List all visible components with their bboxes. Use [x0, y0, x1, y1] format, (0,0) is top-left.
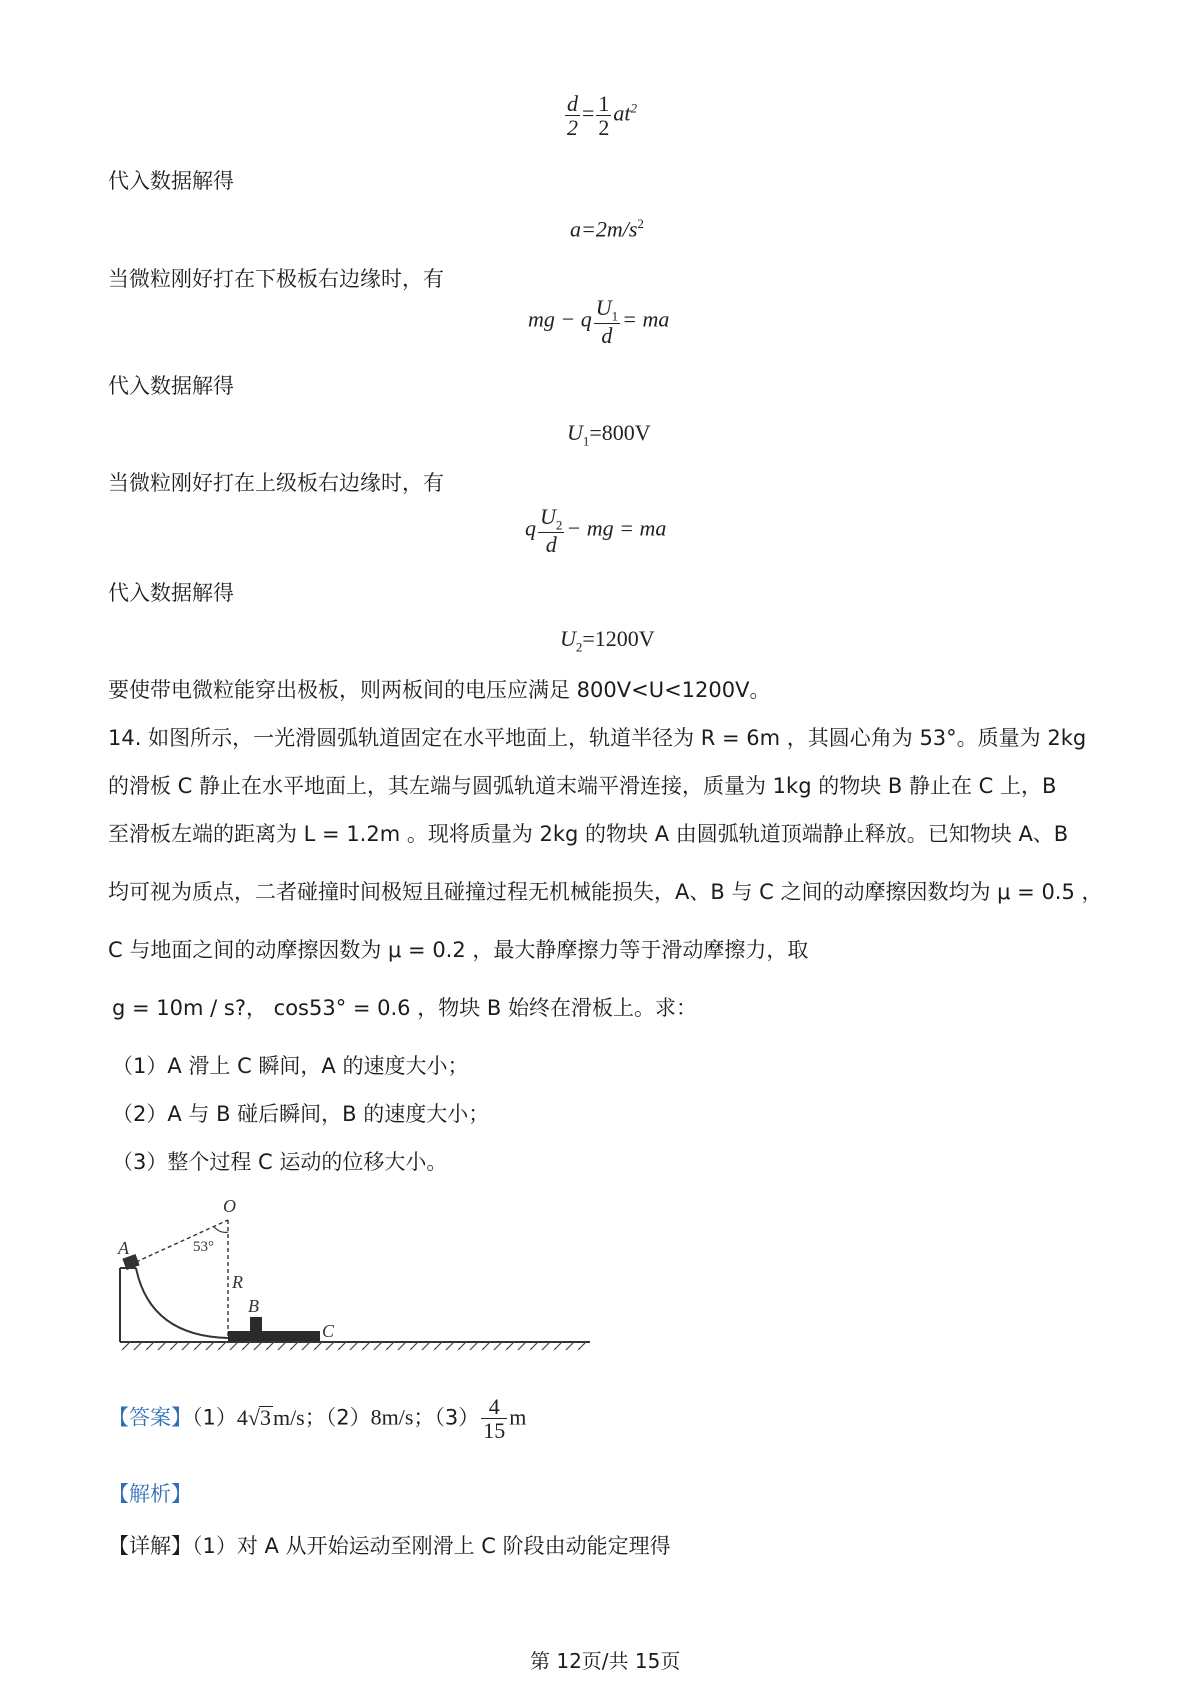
eq1-num: d [567, 91, 578, 116]
answer-tag: 【答案】 [108, 1405, 192, 1430]
result-u1-post: =800V [589, 420, 651, 445]
eq3-num: U [540, 504, 556, 529]
equation-kinematics [563, 92, 637, 139]
result-u2-post: =1200V [582, 626, 655, 651]
equation-lower-plate [528, 296, 669, 347]
result-u2-sub: 2 [575, 639, 583, 655]
eq1-den-right: 2 [598, 115, 610, 141]
eq2-pre: mg − q [528, 306, 592, 332]
answer-v2: 8m/s [370, 1404, 414, 1430]
equation-upper-plate [525, 505, 666, 556]
label-angle: 53° [193, 1239, 214, 1255]
result-a-sup: 2 [637, 216, 644, 231]
answer-line: 【答案】（1）4√3m/s；（2）8m/s；（3） $\frac{4}{15}$ m [108, 1394, 527, 1444]
answer-v3-unit: m [509, 1404, 527, 1430]
answer-sep1: ；（2） [304, 1405, 371, 1430]
text-upper-edge: 当微粒刚好打在上级板右边缘时，有 [108, 471, 444, 495]
text-lower-edge: 当微粒刚好打在下极板右边缘时，有 [108, 267, 444, 291]
physics-figure [110, 1190, 600, 1370]
answer-v1-coef: 4 [236, 1404, 248, 1430]
answer-v3-den: 15 [483, 1418, 506, 1444]
result-u1-pre: U [567, 420, 583, 445]
board-c [228, 1331, 320, 1341]
text-conclusion: 要使带电微粒能穿出极板，则两板间的电压应满足 800V<U<1200V。 [108, 678, 771, 702]
problem-line-6: g = 10m / s?， cos53° = 0.6 ，物块 B 始终在滑板上。求： [112, 996, 697, 1020]
eq2-num-sub: 1 [611, 308, 619, 324]
label-a: A [118, 1238, 129, 1258]
label-o: O [223, 1196, 236, 1216]
eq3-den: d [545, 532, 557, 558]
result-acceleration [570, 216, 644, 242]
page-footer: 第 12页/共 15页 [530, 1649, 681, 1673]
ground-hatch [122, 1342, 586, 1350]
result-u1 [567, 420, 651, 449]
eq1-sup: 2 [630, 100, 638, 116]
answer-v1-unit: m/s [272, 1404, 305, 1430]
label-b: B [248, 1296, 259, 1316]
result-u2 [560, 626, 655, 655]
eq1-den: 2 [567, 115, 578, 141]
eq2-num: U [595, 295, 612, 320]
eq1-tail: at [613, 100, 631, 126]
detail-line [108, 1530, 671, 1560]
problem-line-3: 至滑板左端的距离为 L = 1.2m 。现将质量为 2kg 的物块 A 由圆弧轨道顶端静止释放。已知物块 A、B [108, 822, 1069, 846]
radius-oa [136, 1220, 228, 1262]
question-2: （2）A 与 B 碰后瞬间，B 的速度大小； [112, 1102, 490, 1126]
eq2-post: = ma [622, 306, 670, 332]
eq3-post: − mg = ma [566, 515, 667, 541]
eq1-equals: = [582, 100, 595, 126]
detail-tag: 【详解】 [108, 1534, 192, 1558]
eq2-den: d [601, 323, 613, 349]
label-r: R [232, 1272, 243, 1292]
eq1-num-right: 1 [598, 91, 610, 116]
answer-v3-num: 4 [481, 1395, 507, 1419]
problem-line-1: 14. 如图所示，一光滑圆弧轨道固定在水平地面上，轨道半径为 R = 6m ，其圆心角为 53°。质量为 2kg [108, 726, 1087, 750]
eq3-num-sub: 2 [555, 517, 563, 533]
result-a: a=2m/s [570, 216, 638, 242]
circular-arc-track [136, 1268, 228, 1338]
detail-text: （1）对 A 从开始运动至刚滑上 C 阶段由动能定理得 [192, 1534, 671, 1558]
problem-line-5: C 与地面之间的动摩擦因数为 μ = 0.2 ，最大静摩擦力等于滑动摩擦力，取 [108, 938, 809, 962]
label-c: C [322, 1321, 335, 1341]
block-b [250, 1317, 262, 1331]
text-substitute-1: 代入数据解得 [108, 169, 234, 193]
problem-line-2: 的滑板 C 静止在水平地面上，其左端与圆弧轨道末端平滑连接，质量为 1kg 的物块 B 静止在 C 上，B [108, 774, 1057, 798]
result-u1-sub: 1 [582, 433, 590, 449]
eq3-pre: q [525, 515, 536, 541]
analysis-tag: 【解析】 [108, 1482, 192, 1506]
result-u2-pre: U [560, 626, 576, 651]
question-3: （3）整个过程 C 运动的位移大小。 [112, 1150, 448, 1174]
text-substitute-3: 代入数据解得 [108, 581, 234, 605]
problem-line-4: 均可视为质点，二者碰撞时间极短且碰撞过程无机械能损失，A、B 与 C 之间的动摩擦因数均为 μ = 0.5 ， [108, 880, 1103, 904]
answer-sep2: ；（3） [413, 1405, 480, 1430]
answer-p1: （1） [192, 1405, 237, 1430]
angle-arc [214, 1227, 228, 1232]
question-1: （1）A 滑上 C 瞬间，A 的速度大小； [112, 1054, 469, 1078]
answer-v1-root: 3 [259, 1404, 271, 1430]
text-substitute-2: 代入数据解得 [108, 374, 234, 398]
